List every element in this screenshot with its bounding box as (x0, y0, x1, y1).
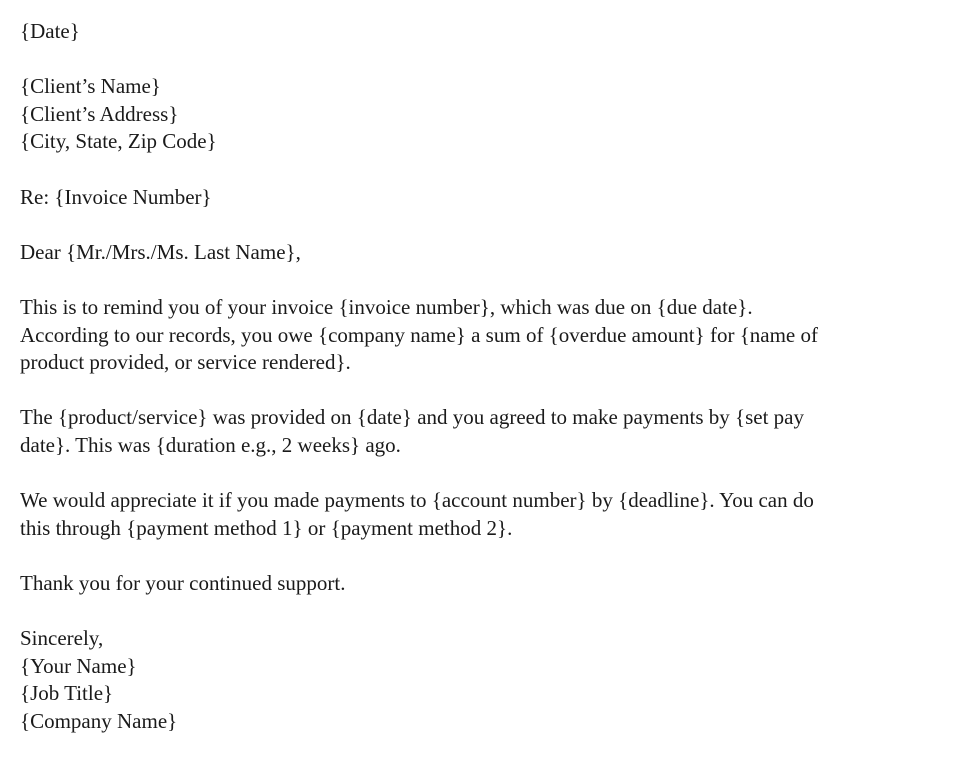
paragraph-payment-request (20, 487, 950, 542)
spacer (20, 211, 950, 239)
paragraph-service-details (20, 404, 950, 459)
paragraph-line: product provided, or service rendered}. (20, 350, 351, 375)
signature-block (20, 653, 950, 736)
spacer (20, 377, 950, 405)
paragraph-line: This is to remind you of your invoice {invoice number}, which was due on {due date}. (20, 294, 753, 319)
paragraph-reminder (20, 294, 950, 377)
salutation: Dear {Mr./Mrs./Ms. Last Name}, (20, 239, 301, 264)
paragraph-line: According to our records, you owe {company name} a sum of {overdue amount} for {name of (20, 322, 818, 347)
spacer (20, 460, 950, 488)
signature-company: {Company Name} (20, 708, 178, 733)
reference-line: Re: {Invoice Number} (20, 184, 212, 209)
paragraph-thanks (20, 570, 950, 598)
signature-job-title: {Job Title} (20, 681, 114, 706)
paragraph-line: Thank you for your continued support. (20, 570, 346, 595)
spacer (20, 46, 950, 74)
spacer (20, 597, 950, 625)
paragraph-line: The {product/service} was provided on {date} and you agreed to make payments by {set pay (20, 405, 804, 430)
recipient-address: {Client’s Address} (20, 101, 179, 126)
recipient-block (20, 73, 950, 156)
paragraph-line: this through {payment method 1} or {payment method 2}. (20, 515, 513, 540)
closing: Sincerely, (20, 626, 104, 651)
recipient-city-state-zip: {City, State, Zip Code} (20, 129, 217, 154)
signature-name: {Your Name} (20, 653, 137, 678)
paragraph-line: We would appreciate it if you made payments to {account number} by {deadline}. You can do (20, 488, 814, 513)
spacer (20, 266, 950, 294)
paragraph-line: date}. This was {duration e.g., 2 weeks} ago. (20, 432, 401, 457)
letter-date: {Date} (20, 19, 80, 43)
spacer (20, 156, 950, 184)
letter-body (20, 18, 950, 735)
recipient-name: {Client’s Name} (20, 74, 161, 99)
spacer (20, 542, 950, 570)
